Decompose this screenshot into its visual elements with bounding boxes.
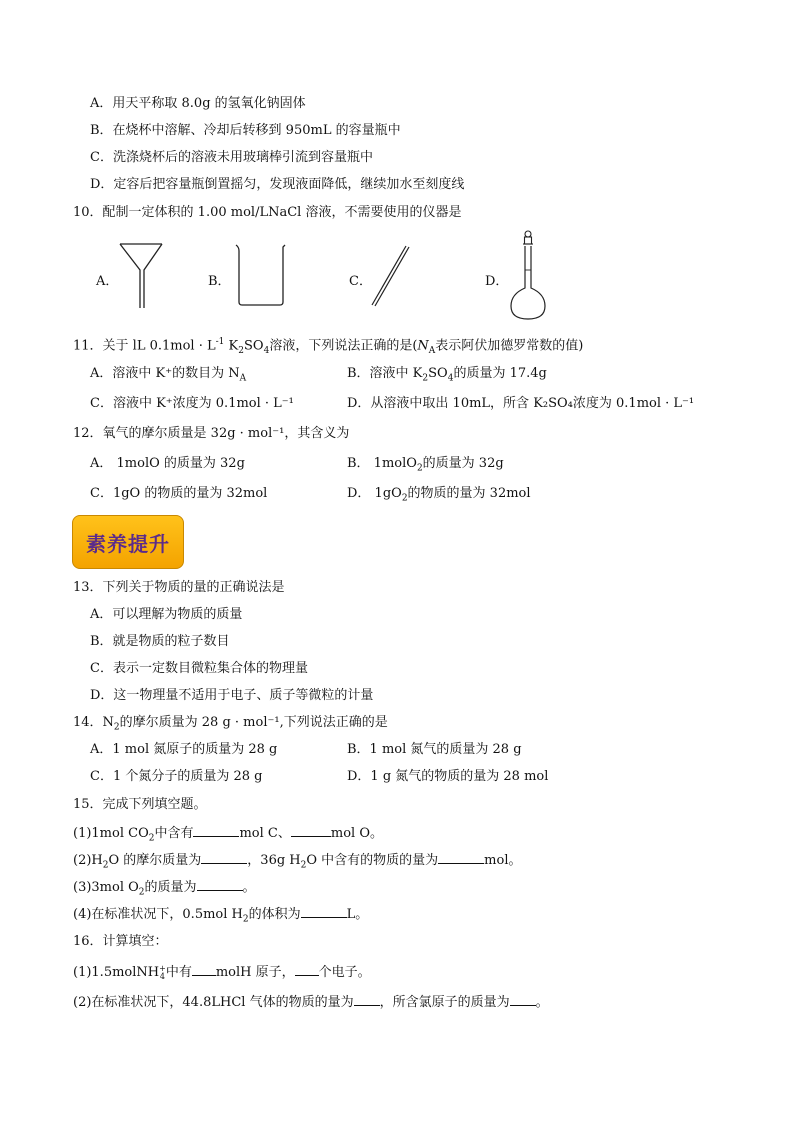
fill-blank[interactable] xyxy=(197,878,243,891)
q16-stem: 16．计算填空： xyxy=(73,934,168,949)
q12-stem: 12．氧气的摩尔质量是 32g · mol⁻¹，其含义为 xyxy=(73,426,350,441)
q11-option-b: B．溶液中 $K_2SO_4$的质量为 17.4g xyxy=(347,366,547,384)
fill-blank[interactable] xyxy=(438,851,484,864)
q14-option-a: A．1 mol 氮原子的质量为 28 g xyxy=(90,742,278,757)
q12-option-b: B． 1molO$_2$的质量为 32g xyxy=(347,456,504,474)
fill-blank[interactable] xyxy=(201,851,247,864)
q16-line-1: (1)1.5molNH + 4 中有 molH 原子， 个电子。 xyxy=(73,963,371,981)
q12-option-d: D． $1gO_2$的物质的量为 32mol xyxy=(347,486,531,504)
volumetric-flask-icon xyxy=(508,230,548,322)
q15-line-1: (1)1mol $CO_2$中含有 mol C、 mol O。 xyxy=(73,826,383,844)
q10-label-b: B． xyxy=(208,274,231,289)
q14-option-c: C．1 个氮分子的质量为 28 g xyxy=(90,769,263,784)
q11-option-c: C．溶液中 K⁺浓度为 0.1mol · L⁻¹ xyxy=(90,396,294,411)
fill-blank[interactable] xyxy=(291,824,331,837)
q15-stem: 15．完成下列填空题。 xyxy=(73,797,207,812)
q9-option-d: D．定容后把容量瓶倒置摇匀，发现液面降低，继续加水至刻度线 xyxy=(90,177,465,192)
q15-line-3: (3)3mol $O_2$的质量为 。 xyxy=(73,880,256,898)
q11-option-d: D．从溶液中取出 10mL，所含 K₂SO₄浓度为 0.1mol · L⁻¹ xyxy=(347,396,695,411)
q9-option-b: B．在烧杯中溶解、冷却后转移到 950mL 的容量瓶中 xyxy=(90,123,401,138)
q13-option-c: C．表示一定数目微粒集合体的物理量 xyxy=(90,661,308,676)
q13-option-b: B．就是物质的粒子数目 xyxy=(90,634,230,649)
q16-line-2: (2)在标准状况下，44.8LHCl 气体的物质的量为 ，所含氯原子的质量为 。 xyxy=(73,995,549,1010)
funnel-icon xyxy=(118,240,164,310)
q10-label-d: D． xyxy=(485,274,509,289)
q12-option-a: A． 1molO 的质量为 32g xyxy=(90,456,245,471)
q13-option-d: D．这一物理量不适用于电子、质子等微粒的计量 xyxy=(90,688,374,703)
beaker-icon xyxy=(233,242,289,308)
section-badge xyxy=(72,515,184,569)
q14-stem: 14．$N_2$的摩尔质量为 28 g · mol⁻¹,下列说法正确的是 xyxy=(73,715,388,733)
fill-blank[interactable] xyxy=(301,905,347,918)
q12-option-c: C．1gO 的物质的量为 32mol xyxy=(90,486,268,501)
glass-rod-icon xyxy=(368,244,414,308)
fill-blank[interactable] xyxy=(192,963,216,976)
fill-blank[interactable] xyxy=(354,993,380,1006)
q14-option-b: B．1 mol 氮气的质量为 28 g xyxy=(347,742,522,757)
q10-label-c: C． xyxy=(349,274,372,289)
section-badge-label: 素养提升 xyxy=(86,531,170,556)
fill-blank[interactable] xyxy=(193,824,239,837)
q13-stem: 13．下列关于物质的量的正确说法是 xyxy=(73,580,285,595)
q10-stem: 10．配制一定体积的 1.00 mol/LNaCl 溶液，不需要使用的仪器是 xyxy=(73,205,462,220)
q15-line-4: (4)在标准状况下，0.5mol $H_2$的体积为 L。 xyxy=(73,907,369,925)
q13-option-a: A．可以理解为物质的质量 xyxy=(90,607,243,622)
q10-label-a: A． xyxy=(96,274,119,289)
q14-option-d: D．1 g 氮气的物质的量为 28 mol xyxy=(347,769,549,784)
q11-option-a: A．溶液中 K⁺的数目为 $N_A$ xyxy=(90,366,247,384)
q9-option-a: A．用天平称取 8.0g 的氢氧化钠固体 xyxy=(90,96,306,111)
fill-blank[interactable] xyxy=(295,963,319,976)
fill-blank[interactable] xyxy=(510,993,536,1006)
q9-option-c: C．洗涤烧杯后的溶液未用玻璃棒引流到容量瓶中 xyxy=(90,150,373,165)
q15-line-2: $(2)H_2O$ 的摩尔质量为 ，36g $H_2O$ 中含有的物质的量为 mol。 xyxy=(73,853,522,871)
q11-stem: 11．关于 lL $0.1mol \cdot L^{-1}$ $K_2SO_4$溶液，下列说法正确的是($N_A$表示阿伏加德罗常数的值) xyxy=(73,337,584,356)
